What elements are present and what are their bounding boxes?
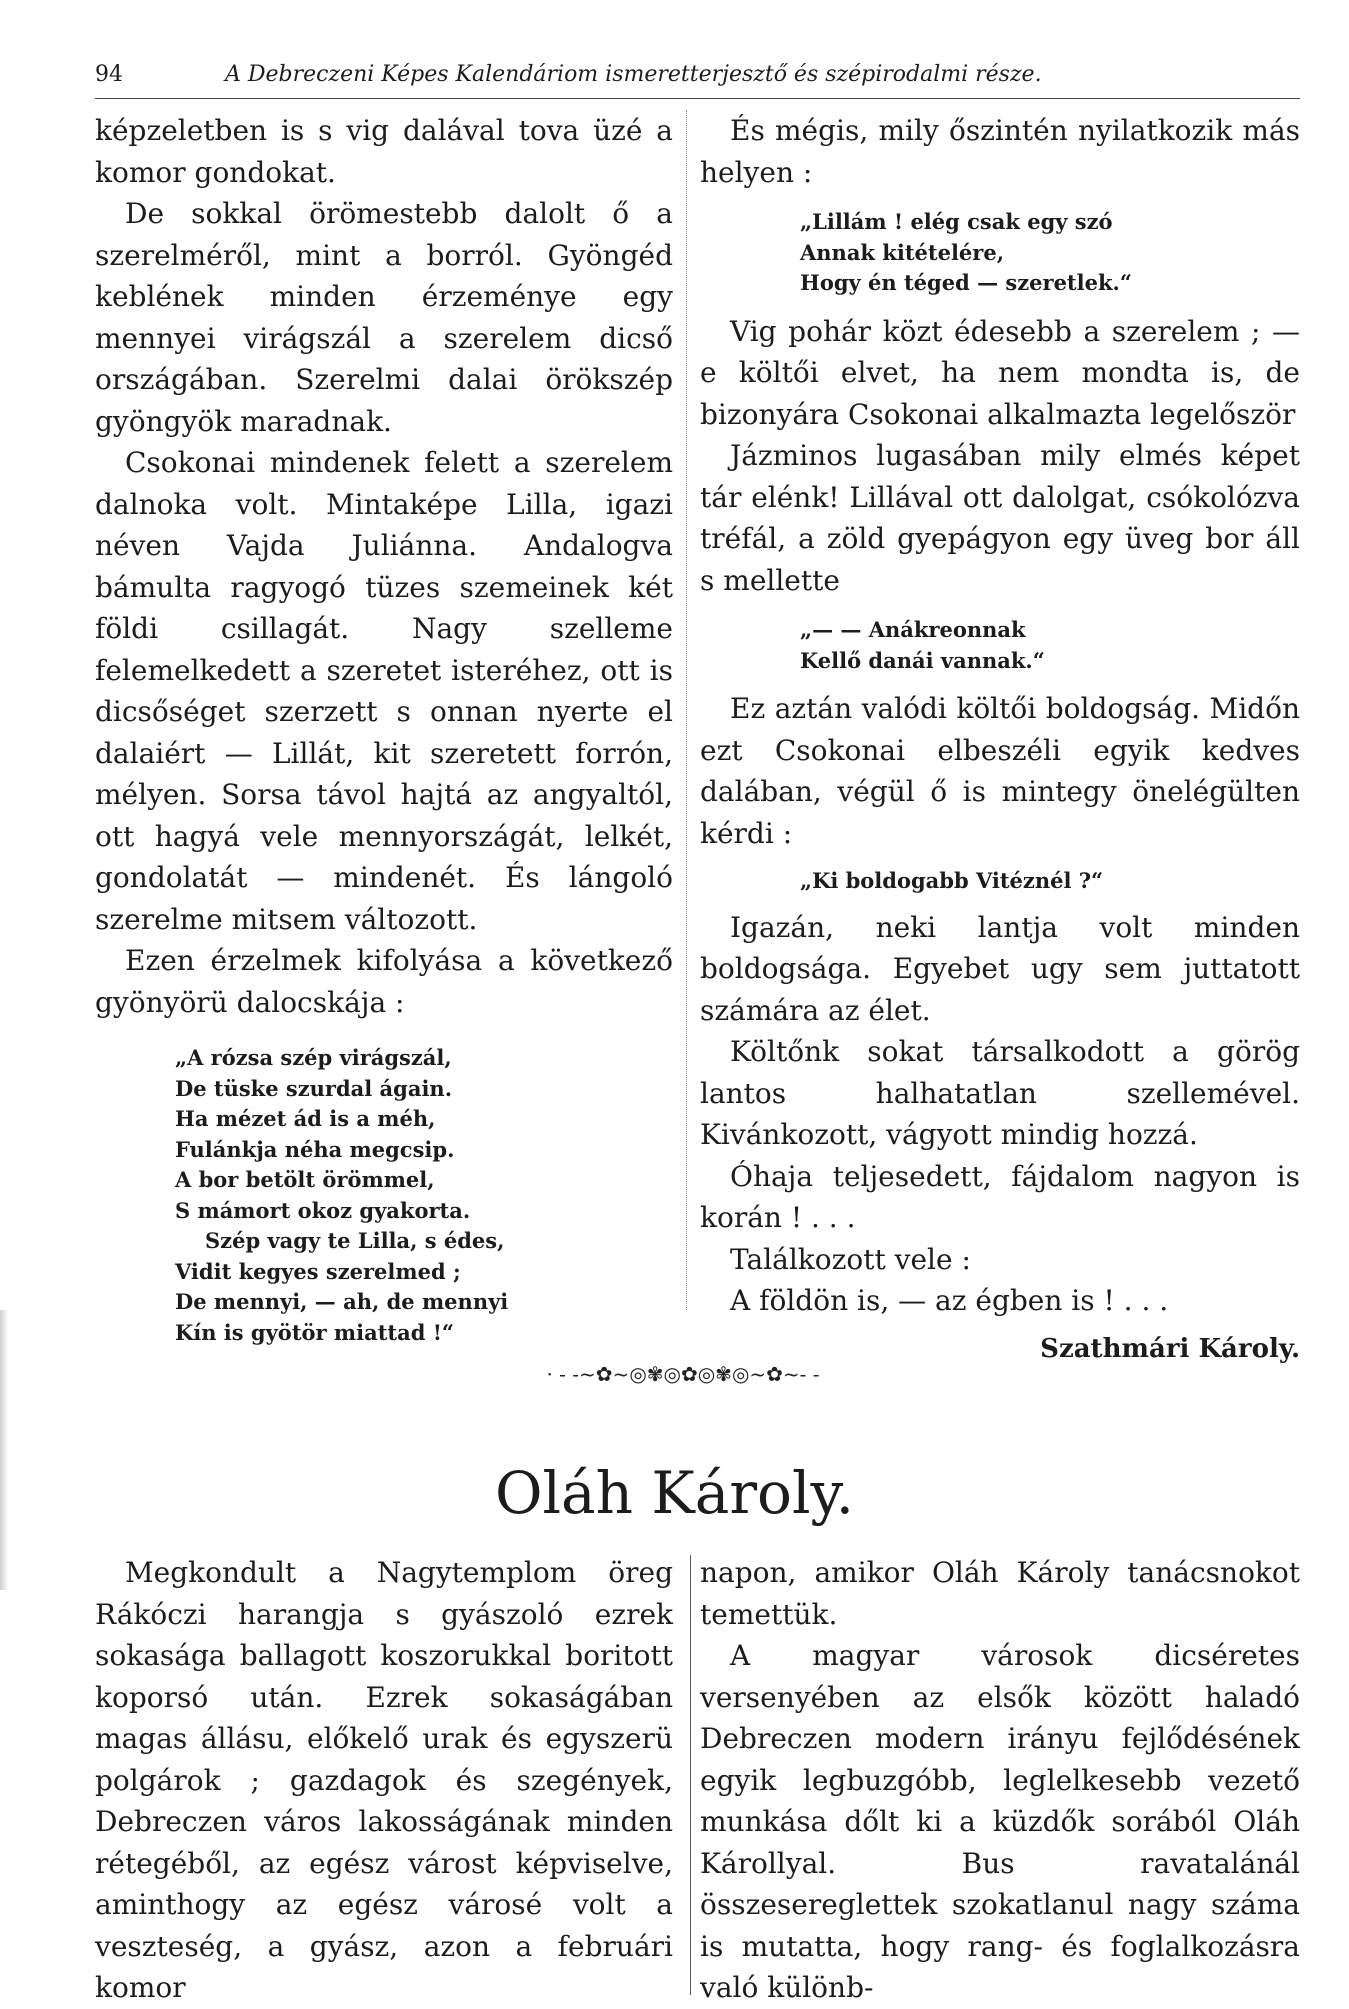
poem-line: Ha mézet ád is a méh,	[175, 1106, 436, 1131]
poem-line: Fulánkja néha megcsip.	[175, 1136, 455, 1162]
paragraph: Jázminos lugasában mily elmés képet tár elénk! Lillával ott dalolgat, csókolózva tréfál, a zöld gyepágyon egy üveg bor áll s mellette	[700, 439, 1300, 597]
paragraph: Költőnk sokat társalkodott a görög lantos halhatatlan szellemével. Kivánkozott, vágyott mindig hozzá.	[700, 1035, 1300, 1151]
poem-line: S mámort okoz gyakorta.	[175, 1197, 471, 1223]
poem-line: Hogy én téged — szeretlek.“	[800, 270, 1132, 295]
paragraph: Vig pohár közt édesebb a szerelem ; — e költői elvet, ha nem mondta is, de bizonyára Csokonai alkalmazta legelőször	[700, 314, 1300, 431]
author-signature: Szathmári Károly.	[1040, 1333, 1300, 1364]
paragraph: Ezen érzelmek kifolyása a következő gyönyörü dalocskája :	[95, 944, 673, 1019]
page-number: 94	[95, 62, 123, 87]
poem-line: „A rózsa szép virágszál,	[175, 1045, 452, 1070]
poem-line: „Lillám ! elég csak egy szó	[800, 209, 1113, 234]
paragraph: De sokkal örömestebb dalolt ő a szerelméről, mint a borról. Gyöngéd keblének minden érzeménye egy mennyei virágszál a szerelem dicső országában. Szerelmi dalai örökszép gyöngyök maradnak.	[95, 197, 673, 438]
paragraph: A magyar városok dicséretes versenyében az elsők között haladó Debreczen modern irányu fejlődésének egyik legbuzgóbb, leglelkesebb vezető munkása dőlt ki a küzdők sorából Oláh Károllyal. Bus ravatalánál összesereglettek szokatlanul nagy száma is mutatta, hogy rang- és foglalkozásra való különb-	[700, 1639, 1300, 2004]
poem-line: Szép vagy te Lilla, s édes,	[205, 1228, 505, 1253]
poem-line: De tüske szurdal ágain.	[175, 1075, 453, 1101]
poem-line: Annak kitételére,	[800, 239, 1005, 265]
column-divider-bottom	[690, 1555, 691, 1995]
poem-line: A bor betölt örömmel,	[175, 1167, 435, 1192]
column-divider-top	[686, 110, 687, 1310]
poem-line: De mennyi, — ah, de mennyi	[175, 1289, 509, 1314]
poem-line: Vidit kegyes szerelmed ;	[175, 1258, 461, 1284]
paragraph: Óhaja teljesedett, fájdalom nagyon is korán ! . . .	[700, 1159, 1300, 1234]
article-title: Oláh Károly.	[494, 1459, 855, 1527]
paragraph: Találkozott vele :	[730, 1242, 971, 1276]
poem-vitez	[800, 866, 1300, 897]
article-right-column	[700, 1552, 1300, 2009]
article-left-column	[95, 1552, 673, 2009]
paragraph: napon, amikor Oláh Károly tanácsnokot temettük.	[700, 1556, 1300, 1631]
paragraph: Megkondult a Nagytemplom öreg Rákóczi harangja s gyászoló ezrek sokasága ballagott koszorukkal boritott koporsó után. Ezrek sokaságában magas állásu, előkelő urak és egyszerü polgárok ; gazdagok és szegények, Debreczen város lakosságának minden rétegéből, az egész várost képviselve, aminthogy az egész városé volt a veszteség, a gyász, azon a februári komor	[95, 1556, 673, 2004]
paragraph: Igazán, neki lantja volt minden boldogsága. Egyebet ugy sem juttatott számára az élet.	[700, 910, 1300, 1027]
poem-lilla	[175, 1043, 673, 1348]
paragraph: képzeletben is s vig dalával tova üzé a komor gondokat.	[95, 114, 673, 189]
poem-line: Kín is gyötör miattad !“	[175, 1319, 454, 1345]
header-rule	[95, 98, 1300, 99]
running-header	[95, 62, 1195, 98]
running-title: A Debreczeni Képes Kalendáriom ismeretterjesztő és szépirodalmi része.	[225, 62, 1042, 87]
ornament-divider: · - -~✿~◎✾◎✿◎✾◎~✿~- -	[546, 1362, 820, 1386]
poem-line: Kellő danái vannak.“	[800, 647, 1045, 673]
paragraph: A földön is, — az égben is ! . . .	[730, 1284, 1169, 1317]
paragraph: És mégis, mily őszintén nyilatkozik más helyen :	[700, 114, 1300, 189]
poem-lillam	[800, 207, 1300, 299]
poem-line: „Ki boldogabb Vitéznél ?“	[800, 868, 1104, 893]
scan-edge-shadow	[0, 1310, 8, 1590]
poem-line: „— — Anákreonnak	[800, 617, 1026, 642]
paragraph: Ez aztán valódi költői boldogság. Midőn ezt Csokonai elbeszéli egyik kedves dalában, végül ő is mintegy önelégülten kérdi :	[700, 692, 1300, 850]
left-column	[95, 110, 673, 1348]
poem-anakreon	[800, 615, 1300, 676]
paragraph: Csokonai mindenek felett a szerelem dalnoka volt. Mintaképe Lilla, igazi néven Vajda Juliánna. Andalogva bámulta ragyogó tüzes szemeinek két földi csillagát. Nagy szelleme felemelkedett a szeretet isteréhez, ott is dicsőséget szerzett s onnan nyerte el dalaiért — Lillát, kit szeretett forrón, mélyen. Sorsa távol hajtá az angyaltól, ott hagyá vele mennyországát, lelkét, gondolatát — mindenét. És lángoló szerelme mitsem változott.	[95, 446, 673, 936]
right-column	[700, 110, 1300, 1364]
